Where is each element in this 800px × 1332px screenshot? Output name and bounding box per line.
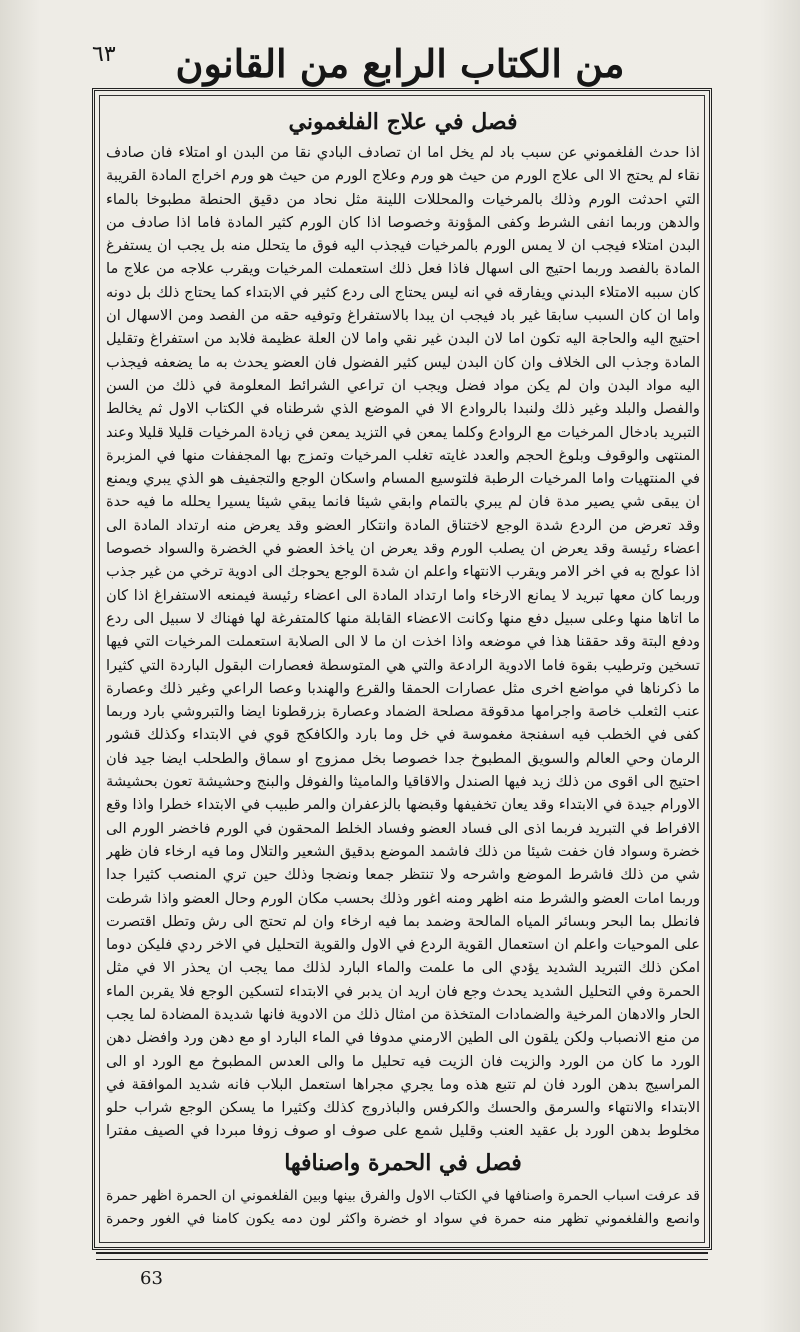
running-head-page-number: ٦٣ (92, 42, 116, 67)
running-head-title: من الكتاب الرابع من القانون (175, 41, 625, 86)
page-number: 63 (140, 1268, 163, 1289)
section-body-phlegmon-treatment: اذا حدث الفلغموني عن سبب باد لم يخل اما ان تصادف البادي نقا من البدن او امتلاء فان صادف نقاء لم يحتج الا الى علاج الورم من حيث هو ورم وعلاج الورم من حيث هو ورم اخراج المادة القريبة التي احدثت الورم وذلك بالمرخيات والمحللات اللينة مثل نحاد من دقيق الحنطة مطبوخا بالماء والدهن وربما انفى الشرط وكفى المؤونة وخصوصا اذا كان الورم كثير المادة فاما اذا صادف من البدن امتلاء فيجب ان لا يمس الورم بالمرخيات فيجذب اليه فوق ما يتحلل منه بل يجب ان يستفرغ المادة بالفصد وربما احتيج الى اسهال فاذا فعل ذلك استعملت المرخيات ويقرب علاجه من علاج ما كان سببه الامتلاء البدني ويفارقه في انه ليس يحتاج الى ردع كثير في الابتداء كما يحتاج ذلك بل دونه واما ان كان السبب سابقا غير باد فيجب ان يبدا بالاستفراغ وتوفيه حقه من الفصد ومن الاسهال ان احتيج اليه والحاجة اليه تكون اما لان البدن غير نقي واما لان العلة عظيمة فلابد من استفراغ وتقليل المادة وجذب الى الخلاف وان كان البدن ليس كثير الفضول فان العضو يحدث به ما يضعفه فيجذب اليه مواد البدن وان لم يكن مواد فضل ويجب ان تراعي الشرائط المعلومة في ذلك من السن والفصل والبلد وغير ذلك ولنبدا بالروادع الا في الموضع الذي شرطناه في الكتاب الاول ثم يخالط التبريد بادخال المرخيات مع الروادع وكلما يمعن في التزيد يمعن في زيادة المرخيات قليلا قليلا وعند المنتهى والوقوف وبلوغ الحجم والعدد غايته تغلب المرخيات وتمزج بها المجففات منها في المزبرة في المنتهيات واما المرخيات الرطبة فلتوسيع المسام واسكان الوجع والتجفيف هو الذي يبري ويمنع ان يبقى شي يصير مدة فان لم يبري بالتمام وابقي شيئا فانما يبقي شيئا يسيرا يحلله ما فيه حدة وقد تعرض من الردع شدة الوجع لاختناق المادة وانتكار العضو وقد يعرض منه ارتداد المادة الى اعضاء رئيسة وقد يعرض ان يصلب الورم وقد يعرض ان ياخذ العضو في الخضرة والسواد خصوصا اذا عولج به في اخر الامر ويقرب الانتهاء واعلم ان شدة الوجع يحوجك الى ادوية ترخي من غير جذب وربما كان معها تبريد لا يمانع الارخاء واما ارتداد المادة الى اعضاء رئيسة فيمنعه الاستفراغ اذا كان ما اتاها منها وعلى سبيل دفع منها وكانت الاعضاء القابلة منها كالمتفرغة لها فهناك لا سبيل الى ردع ودفع البتة وقد حققنا هذا في موضعه واذا اخذت ان ما لا الى الصلابة استعملت المرخيات التي فيها تسخين وترطيب بقوة فاما الادوية الرادعة والتي هي المتوسطة فعصارات البقول الباردة التي كثيرا ما ذكرناها في مواضع اخرى مثل عصارات الحمقا والقرع والهندبا وعصا الراعي وغير ذلك وعصارة عنب الثعلب خاصة واجرامها مدقوقة مصلحة الضماد وعصارة بزرقطونا ايضا والتبروشي بارد وربما كفى في الخطب فيه اسفنجة مغموسة في خل وما بارد والكافكج قوي في الابتداء وكذلك قشور الرمان وحي العالم والسويق المطبوخ جدا خصوصا بخل ممزوج او سماق والطحلب ايضا جيد فان احتيج الى اقوى من ذلك زيد فيها الصندل والاقاقيا والماميثا والفوفل والبنج وحشيشة تعون بحشيشة الاورام جيدة في الابتداء وقد يعان تخفيفها وقبضها بالزعفران والمر طبيب في الابتداء خطرا واذا وقع الافراط في التبريد فربما اذى الى فساد العضو وفساد الخلط المحقون في الورم فاخضر الورم الى خضرة وسواد فان خفت شيئا من ذلك فاشمد الموضع بدقيق الشعير والتلال وما فيه ارخاء فان ظهر شي من ذلك فاشرط الموضع واشرحه ولا تنتظر جمعا ونضجا وذلك حين تري المنصب كثيرا جدا وربما امات العضو والشرط منه اظهر ومنه اغور وذلك بحسب مكان الورم وحال العضو واذا شرطت فانطل بما البحر وبسائر المياه المالحة وضمد بما فيه ارخاء وان لم تحتج الى رش وتطل اقتصرت على الموحيات واعلم ان استعمال القوية الردع في الاول والقوية التحليل في الاخر ردي فليكن دوما امكن ذلك التبريد الشديد يؤدي الى ما علمت والماء البارد لذلك مما يجب ان يحذر الا في مثل الحمرة وفي التحليل الشديد يحدث وجع فان اريد ان يدبر في الابتداء لتسكين الوجع فلا يقربن الماء الحار والادهان المرخية والضمادات المتخذة من امثال ذلك من الادوية فانها شديدة المضادة لما يجب من منع الانصباب ولكن يلقون الى الطين الارمني مدوفا في الماء البارد او مع دهن ورد وافضل دهن الورد ما كان من الورد والزيت فان الزيت فيه تحليل ما والى العدس المطبوخ مع الورد او الى المراسيج بدهن الورد فان لم تتبع هذه وما يجري مجراها استعمل البلاب فانه شديد الموافقة في الابتداء والانتهاء والسرمق والحسك والكرفس والباذروج كذلك وكثيرا ما يسكن الوجع شراب حلو مخلوط بدهن الورد بل عقيد العنب وقليل شمع على صوف او صوف زوفا مبردا في الصيف مفترا (106, 144, 700, 1140)
bottom-rule (96, 1252, 708, 1260)
section-title-erysipelas: فصل في الحمرة واصنافها (284, 1150, 522, 1176)
section-body-erysipelas: قد عرفت اسباب الحمرة واصنافها في الكتاب الاول والفرق بينها وبين الفلغموني ان الحمرة اظهر حمرة وانصع والفلغموني تظهر منه حمرة في سواد او خضرة واكثر لون دمه يكون كامنا في الغور وحمرة (106, 1188, 700, 1227)
section-title-phlegmon-treatment: فصل في علاج الفلغموني (288, 109, 518, 135)
